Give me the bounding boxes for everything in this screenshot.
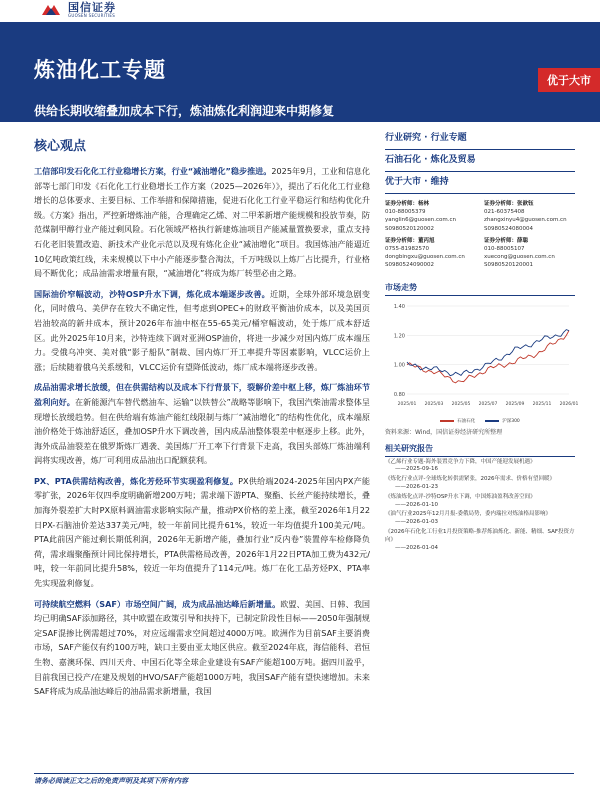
legend-swatch — [440, 420, 454, 422]
legend-label: 石油石化 — [457, 418, 476, 424]
paragraph-body: 近期，全球外部环境急剧变化，同时俄乌、美伊存在较大不确定性，但考虑到OPEC+的财政平衡油价成本，以及美国页岩油较高的新井成本，预计2026年布油中枢在55-65美元/桶窄幅波动，处于炼厂成本舒适区。此外2025年10月来，沙特连续下调对亚洲OSP油价，将进一步减少对国内炼厂成本端压力。受俄乌冲突、美对俄“影子船队”制裁、国内炼厂开工率提升等因素影响，VLCC运价上涨；后续随着俄乌关系缓和，VLCC运价有望降低波动，炼厂成本端将逐步改善。 — [34, 288, 370, 372]
related-report-item[interactable] — [385, 529, 575, 552]
related-report-title: 《炼化行业点评-全球炼化转供需紧张，2026年需求、价格有望回暖》 — [385, 476, 555, 483]
analyst-name: 证券分析师：董丙旭 — [385, 237, 435, 244]
analyst-phone: 010-88005107 — [484, 246, 525, 253]
rating-badge: 优于大市 — [538, 68, 600, 92]
paragraph-headline: 成品油需求增长放缓，但在供需结构以及成本下行背景下，裂解价差中枢上移，炼厂炼油环节盈利向好。 — [34, 382, 370, 407]
paragraph-headline: 工信部印发石化化工行业稳增长方案，行业“减油增化”稳步推进。 — [34, 166, 272, 176]
related-report-title: 《油气行业2025年12月月报-委俄局势，委内瑞拉对炼油格局影响》 — [385, 511, 551, 518]
analyst-email[interactable]: xuecong@guosen.com.cn — [484, 254, 555, 261]
paragraph-headline: PX、PTA供需结构改善，炼化芳烃环节实现盈利修复。 — [34, 475, 239, 486]
paragraph-body: PX供给端2024-2025年国内PX产能零扩张，2026年仅四季度明确新增200万吨；需求端下游PTA、聚酯、长丝产能持续增长，叠加海外裂差扩大时PX原料调油需求影响实际产量，推动PX价格的差上涨，截至2026年1月22日PX-石脑油价差达337美元/吨，较一年前同比提升61%，较近一年均值提升100美元/吨。PTA此前因产能过剩长期低利润，2026年无新增产能，叠加行业“反内卷”装置停车检修降负荷，需求端聚酯预计同比保持增长，PTA供需格局改善，2026年1月22日PTA加工费为432元/吨，较一年前同比提升58%，较近一年均值提升了114元/吨。炼厂在化工品芳烃PX、PTA率先实现盈利修复。 — [34, 475, 371, 589]
related-report-date: ——2026-01-03 — [395, 519, 438, 526]
analyst-name: 证券分析师：张歆钰 — [484, 201, 534, 207]
analyst-email[interactable]: yanglin6@guosen.com.cn — [385, 217, 456, 224]
analyst-card — [385, 237, 476, 270]
y-tick-label: 1.40 — [393, 303, 405, 310]
y-tick-label: 0.80 — [393, 391, 405, 398]
market-trend-title: 市场走势 — [385, 282, 575, 296]
analyst-card — [484, 237, 575, 270]
trend-chart-svg — [385, 300, 579, 410]
logo-mark-icon — [40, 3, 64, 17]
analyst-list — [385, 200, 575, 270]
industry-sector: 石油石化 · 炼化及贸易 — [385, 155, 476, 165]
x-tick-label: 2025/09 — [505, 401, 525, 407]
x-tick-label: 2025/11 — [532, 401, 552, 407]
x-tick-label: 2025/05 — [451, 401, 471, 407]
paragraph-body: 在新能源汽车替代燃油车、运输“以铁替公”战略等影响下，我国汽柴油需求整体呈现增长放缓趋势。但在供给端有炼油产能红线限制与炼厂“减油增化”的结构性优化，成本端原油价格处于炼油舒适区，叠加OSP升水下调改善，国内成品油整体裂差中枢逐步上移。此外，海外成品油裂差在俄罗斯炼厂遇袭、美国炼厂开工率下行背景下走高，我国头部炼厂炼油端利润将实现改善，炼厂可利用成品油出口配额获利。 — [34, 396, 370, 466]
series-line-0 — [407, 330, 569, 382]
brand-name-cn: 国信证券 — [68, 1, 116, 14]
investment-rating: 优于大市 · 维持 — [385, 177, 449, 187]
y-tick-label: 1.00 — [393, 362, 405, 369]
analyst-name: 证券分析师：薛聪 — [484, 237, 529, 244]
report-subtitle: 供给长期收缩叠加成本下行，炼油炼化利润迎来中期修复 — [34, 104, 335, 118]
analyst-email[interactable]: zhangxinyu4@guosen.com.cn — [484, 217, 567, 224]
x-tick-label: 2026/01 — [559, 401, 579, 407]
related-reports-title: 相关研究报告 — [385, 443, 575, 457]
title-banner — [0, 22, 600, 122]
related-report-title: 《炼油炼化点评-沙特OSP升水下调，中国炼油盈利改善空间》 — [385, 493, 536, 500]
core-paragraph — [34, 597, 370, 699]
core-paragraph — [34, 287, 370, 375]
market-trend-chart — [385, 300, 579, 424]
related-reports-list — [385, 459, 575, 553]
related-report-item[interactable] — [385, 459, 575, 475]
analyst-phone: 021-60375408 — [484, 209, 525, 216]
related-report-title: 《乙烯行业专题-海外装置竞争力下降，中国产能迎发展机遇》 — [385, 458, 536, 465]
analyst-card — [385, 200, 476, 233]
chart-legend — [385, 418, 575, 424]
legend-item — [485, 418, 520, 424]
analyst-phone: 0755-81982570 — [385, 246, 429, 253]
analyst-cert: S0980524090002 — [385, 262, 434, 269]
related-report-item[interactable] — [385, 511, 575, 527]
related-report-date: ——2025-09-16 — [395, 466, 438, 473]
analyst-cert: S0980524080004 — [484, 225, 533, 232]
analyst-phone: 010-88005379 — [385, 209, 426, 216]
related-report-title: 《2026年石化化工行业1月投资策略-推荐炼油炼化、新能、精细、SAF投资方向》 — [385, 529, 575, 543]
report-title: 炼油化工专题 — [34, 58, 166, 82]
legend-label: 沪深300 — [502, 418, 520, 424]
analyst-name: 证券分析师：杨林 — [385, 201, 430, 207]
brand-logo — [40, 0, 116, 20]
analyst-card — [484, 200, 575, 233]
core-views-title: 核心观点 — [34, 139, 87, 154]
analyst-cert: S0980520120002 — [385, 225, 434, 232]
sidebar — [385, 130, 579, 552]
series-line-1 — [407, 329, 569, 375]
analyst-email[interactable]: dongbingxu@guosen.com.cn — [385, 254, 465, 261]
top-bar — [0, 0, 600, 22]
core-paragraph — [34, 380, 370, 468]
paragraph-headline: 可持续航空燃料（SAF）市场空间广阔，成为成品油达峰后新增量。 — [34, 598, 281, 609]
paragraph-body: 欧盟、美国、日韩、我国均已明确SAF添加路径，其中欧盟在政策引导和扶持下，已制定阶段性目标——2050年强制规定SAF混掺比例需超过70%，对应远端需求空间超过4000万吨。欧洲作为目前SAF主要消费市场，SAF产能仅有约100万吨，缺口主要由亚太地区供应。截至2024年底，海信能科、君恒生物、嘉澳环保、四川天舟、中国石化等全球企业建设有SAF产能超100万吨。据四川盈乎，目前我国已投产/在建及规划的HVO/SAF产能超1000万吨，我国SAF产能有望快速增加。未来SAF将成为成品油达峰后的油品需求新增量，我国 — [34, 598, 370, 697]
related-report-item[interactable] — [385, 494, 575, 510]
related-report-date: ——2026-01-10 — [395, 501, 438, 508]
chart-source: 资料来源：Wind，国信证券经济研究所整理 — [385, 428, 503, 436]
y-tick-label: 1.20 — [393, 332, 405, 339]
report-category: 行业研究 · 行业专题 — [385, 133, 467, 143]
legend-swatch — [485, 420, 499, 422]
paragraph-body: 2025年9月，工业和信息化部等七部门印发《石化化工行业稳增长工作方案（2025—2026年）》，提出了石化化工行业稳增长的总体要求、主要目标、工作举措和保障措施，促进石化化工行业平稳运行和结构优化升级。《方案》指出，严控新增炼油产能，合理确定乙烯、对二甲苯新增产能规模和投放节奏，防范煤制甲醇行业产能过剩风险。石化领域严格执行新建炼油项目产能减量置换要求，重点支持石化老旧装置改造、新技术产业化示范以及现有炼化企业“减油增化”项目。我国炼油产能逼近10亿吨政策红线，未来规模以下中小产能逐步整合淘汰，千万吨级以上炼厂占比提升，行业格局不断优化；成品油需求增量有限，“减油增化”将成为炼厂转型必由之路。 — [34, 166, 370, 279]
x-tick-label: 2025/01 — [397, 401, 417, 407]
analyst-cert: S0980520120001 — [484, 262, 533, 269]
brand-name-en: GUOSEN SECURITIES — [68, 13, 116, 18]
disclaimer-footer: 请务必阅读正文之后的免责声明及其项下所有内容 — [34, 773, 574, 786]
legend-item — [440, 418, 475, 424]
core-paragraph — [34, 474, 370, 591]
related-report-date: ——2026-01-23 — [395, 484, 438, 491]
paragraph-headline: 国际油价窄幅波动，沙特OSP升水下调，炼化成本端逐步改善。 — [34, 288, 271, 299]
x-tick-label: 2025/07 — [478, 401, 498, 407]
core-paragraph — [34, 164, 370, 281]
related-report-date: ——2026-01-04 — [395, 544, 438, 551]
related-report-item[interactable] — [385, 476, 575, 492]
x-tick-label: 2025/03 — [424, 401, 444, 407]
core-views-section — [34, 130, 370, 705]
